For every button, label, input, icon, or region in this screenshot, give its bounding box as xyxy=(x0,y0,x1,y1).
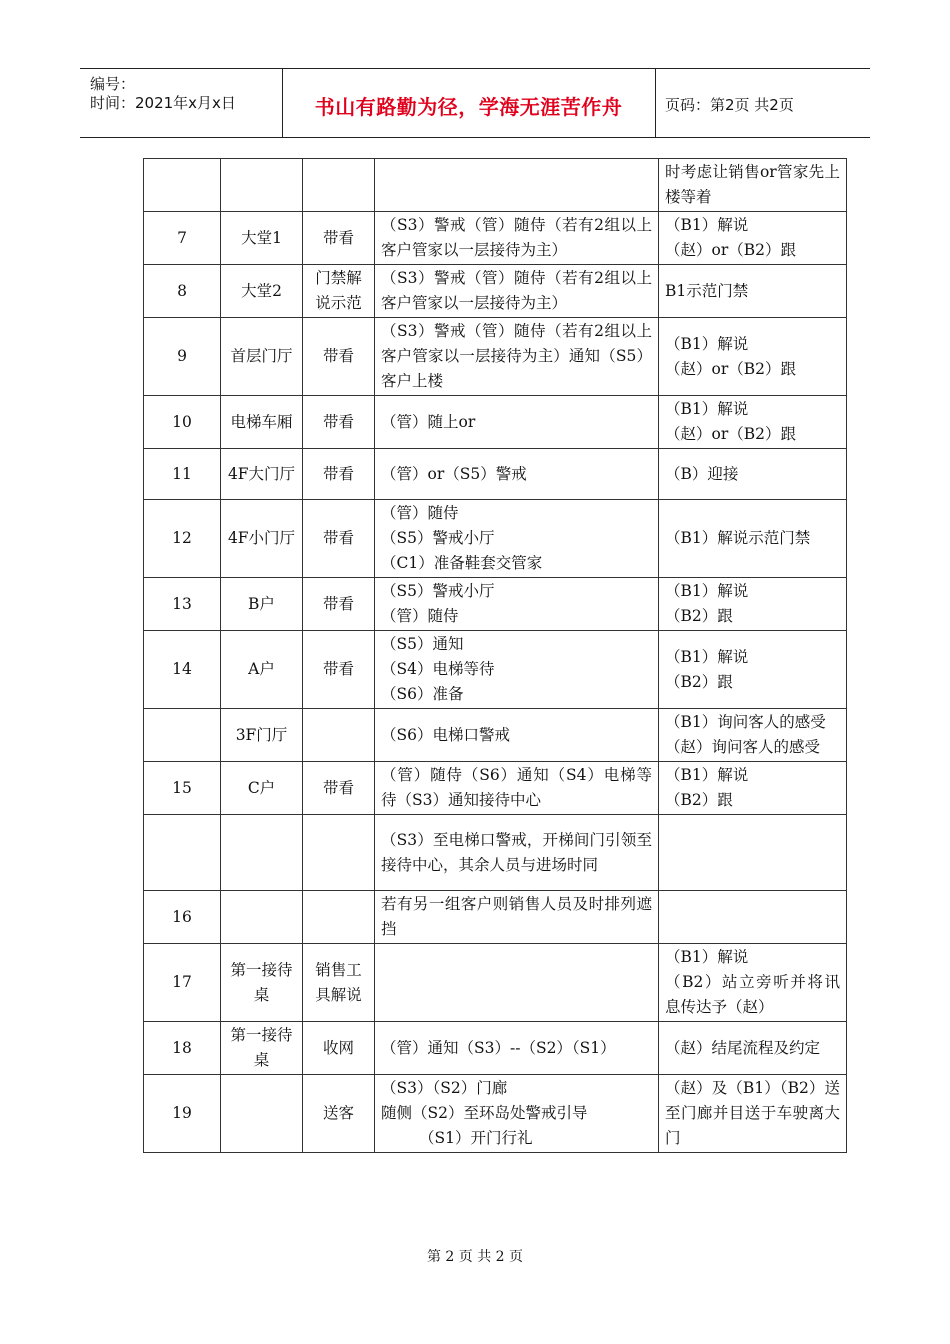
cell-text: （管）随侍 xyxy=(381,504,459,522)
cell-text: 15 xyxy=(172,778,192,797)
cell-text: 19 xyxy=(172,1104,192,1122)
cell-text: （赵）or（B2）跟 xyxy=(665,425,796,443)
cell-text: （S3）警戒（管）随侍（若有2组以上客户管家以一层接待为主）通知（S5）客户上楼 xyxy=(381,322,652,390)
cell-text: （S5）警戒小厅 xyxy=(381,582,495,600)
table-row xyxy=(144,318,847,396)
activity-cell xyxy=(303,944,375,1022)
step-number-cell xyxy=(144,1075,221,1153)
cell-text: 若有另一组客户则销售人员及时排列遮挡 xyxy=(381,895,652,938)
staff-action-cell xyxy=(375,944,659,1022)
header-motto-cell xyxy=(282,69,656,137)
cell-text: 17 xyxy=(172,973,192,991)
table-row xyxy=(144,212,847,265)
cell-text: （B1）解说 xyxy=(665,647,749,666)
cell-text: 8 xyxy=(177,281,187,300)
step-number-cell xyxy=(144,318,221,396)
staff-action-cell xyxy=(375,631,659,709)
table-row xyxy=(144,396,847,449)
step-number-cell xyxy=(144,212,221,265)
header-page-info: 页码：第2页 共2页 xyxy=(665,96,794,114)
staff-action-cell xyxy=(375,212,659,265)
cell-text: （B1）解说 xyxy=(665,334,749,353)
activity-cell xyxy=(303,891,375,944)
location-cell xyxy=(221,815,303,891)
step-number-cell xyxy=(144,396,221,449)
cell-text: （管）通知（S3）--（S2）（S1） xyxy=(381,1038,616,1057)
activity-cell xyxy=(303,815,375,891)
presenter-note-cell xyxy=(659,1022,847,1075)
cell-text: 带看 xyxy=(322,228,354,247)
step-number-cell xyxy=(144,709,221,762)
cell-text: C户 xyxy=(247,778,276,797)
cell-text: 带看 xyxy=(322,347,354,365)
cell-text: 大堂1 xyxy=(241,228,282,247)
cell-text: 9 xyxy=(177,347,187,365)
cell-text: （C1）准备鞋套交管家 xyxy=(381,554,543,572)
activity-cell xyxy=(303,1022,375,1075)
cell-text: （B2）站立旁听并将讯息传达予（赵） xyxy=(665,973,840,1016)
document-number-label: 编号： xyxy=(90,75,136,93)
cell-text: 带看 xyxy=(322,660,354,678)
table-row xyxy=(144,578,847,631)
staff-action-cell xyxy=(375,159,659,212)
location-cell xyxy=(221,578,303,631)
cell-text: 第一接待桌 xyxy=(230,960,293,1004)
cell-text: （B1）解说 xyxy=(665,216,749,234)
staff-action-cell xyxy=(375,500,659,578)
cell-text: （S3）至电梯口警戒，开梯间门引领至接待中心，其余人员与进场时同 xyxy=(381,830,652,874)
header-meta-cell xyxy=(80,69,283,137)
cell-text: 3F门厅 xyxy=(235,725,288,744)
location-cell xyxy=(221,1022,303,1075)
location-cell xyxy=(221,944,303,1022)
cell-text: （赵）结尾流程及约定 xyxy=(665,1038,821,1057)
staff-action-cell xyxy=(375,578,659,631)
staff-action-cell xyxy=(375,1022,659,1075)
cell-text: 大堂2 xyxy=(241,281,282,300)
cell-text: B1示范门禁 xyxy=(665,281,749,300)
cell-text: 电梯车厢 xyxy=(230,412,293,431)
table-row xyxy=(144,631,847,709)
step-number-cell xyxy=(144,159,221,212)
location-cell xyxy=(221,396,303,449)
cell-text: （B1）解说 xyxy=(665,948,749,966)
document-date: 时间：2021年x月x日 xyxy=(90,94,236,112)
cell-text: （赵）询问客人的感受 xyxy=(665,738,821,756)
presenter-note-cell xyxy=(659,500,847,578)
cell-text: （S6）准备 xyxy=(381,685,464,703)
cell-text: （管）随上or xyxy=(381,412,476,431)
table-row xyxy=(144,944,847,1022)
location-cell xyxy=(221,762,303,815)
activity-cell xyxy=(303,631,375,709)
location-cell xyxy=(221,1075,303,1153)
cell-text: 带看 xyxy=(322,778,354,797)
staff-action-cell xyxy=(375,762,659,815)
table-row xyxy=(144,1022,847,1075)
location-cell xyxy=(221,159,303,212)
cell-text: （B2）跟 xyxy=(665,607,733,625)
cell-text: 销售工具解说 xyxy=(315,960,362,1004)
cell-text: 带看 xyxy=(322,594,354,613)
step-number-cell xyxy=(144,891,221,944)
presenter-note-cell xyxy=(659,709,847,762)
staff-action-cell xyxy=(375,396,659,449)
location-cell xyxy=(221,265,303,318)
cell-text: 门禁解说示范 xyxy=(315,269,362,312)
presenter-note-cell xyxy=(659,159,847,212)
cell-text: 13 xyxy=(172,594,192,613)
presenter-note-cell xyxy=(659,212,847,265)
presenter-note-cell xyxy=(659,891,847,944)
staff-action-cell xyxy=(375,1075,659,1153)
activity-cell xyxy=(303,1075,375,1153)
table-row xyxy=(144,709,847,762)
staff-action-cell xyxy=(375,449,659,500)
cell-text: 时考虑让销售or管家先上楼等着 xyxy=(665,163,840,206)
step-number-cell xyxy=(144,1022,221,1075)
cell-text: （S1）开门行礼 xyxy=(419,1129,533,1147)
presenter-note-cell xyxy=(659,762,847,815)
step-number-cell xyxy=(144,815,221,891)
cell-text: 送客 xyxy=(322,1104,354,1122)
cell-text: （B1）询问客人的感受 xyxy=(665,713,826,731)
cell-text: （S5）警戒小厅 xyxy=(381,529,495,547)
cell-text: 16 xyxy=(172,907,192,926)
step-number-cell xyxy=(144,265,221,318)
cell-text: 4F小门厅 xyxy=(227,529,296,547)
cell-text: 第一接待桌 xyxy=(230,1026,293,1069)
table-row xyxy=(144,815,847,891)
activity-cell xyxy=(303,265,375,318)
step-number-cell xyxy=(144,762,221,815)
cell-text: 收网 xyxy=(322,1038,354,1057)
cell-text: 7 xyxy=(177,228,187,247)
activity-cell xyxy=(303,318,375,396)
step-number-cell xyxy=(144,500,221,578)
activity-cell xyxy=(303,159,375,212)
activity-cell xyxy=(303,500,375,578)
cell-text: 带看 xyxy=(322,464,354,483)
cell-text: 首层门厅 xyxy=(230,347,293,365)
activity-cell xyxy=(303,449,375,500)
step-number-cell xyxy=(144,449,221,500)
cell-text: （B1）解说示范门禁 xyxy=(665,529,811,547)
cell-text: 4F大门厅 xyxy=(227,464,296,483)
cell-text: （S3）警戒（管）随侍（若有2组以上客户管家以一层接待为主） xyxy=(381,269,652,312)
presenter-note-cell xyxy=(659,631,847,709)
location-cell xyxy=(221,631,303,709)
location-cell xyxy=(221,318,303,396)
table-row xyxy=(144,762,847,815)
presenter-note-cell xyxy=(659,1075,847,1153)
location-cell xyxy=(221,500,303,578)
presenter-note-cell xyxy=(659,265,847,318)
table-row xyxy=(144,159,847,212)
cell-text: （B2）跟 xyxy=(665,791,733,809)
presenter-note-cell xyxy=(659,815,847,891)
table-row xyxy=(144,891,847,944)
header-page-cell xyxy=(655,69,870,137)
cell-text: 随侧（S2）至环岛处警戒引导 xyxy=(381,1104,588,1122)
cell-text: （管）随侍（S6）通知（S4）电梯等待（S3）通知接待中心 xyxy=(381,766,652,809)
cell-text: （赵）or（B2）跟 xyxy=(665,359,796,378)
cell-text: 18 xyxy=(172,1038,192,1057)
cell-text: （B1）解说 xyxy=(665,400,749,418)
page-header xyxy=(80,68,870,138)
cell-text: （赵）及（B1）（B2）送至门廊并目送于车驶离大门 xyxy=(665,1079,840,1147)
staff-action-cell xyxy=(375,891,659,944)
activity-cell xyxy=(303,578,375,631)
table-row xyxy=(144,500,847,578)
page-footer: 第 2 页 共 2 页 xyxy=(426,1249,524,1265)
location-cell xyxy=(221,449,303,500)
step-number-cell xyxy=(144,578,221,631)
presenter-note-cell xyxy=(659,396,847,449)
procedure-table xyxy=(143,158,847,1153)
step-number-cell xyxy=(144,631,221,709)
step-number-cell xyxy=(144,944,221,1022)
cell-text: （B2）跟 xyxy=(665,672,733,691)
staff-action-cell xyxy=(375,709,659,762)
cell-text: 带看 xyxy=(322,529,354,547)
cell-text: （S6）电梯口警戒 xyxy=(381,725,510,744)
activity-cell xyxy=(303,709,375,762)
cell-text: 14 xyxy=(172,660,192,678)
cell-text: （赵）or（B2）跟 xyxy=(665,241,796,259)
cell-text: 11 xyxy=(172,464,192,483)
cell-text: 带看 xyxy=(322,412,354,431)
cell-text: （管）or（S5）警戒 xyxy=(381,464,527,483)
procedure-table-body xyxy=(144,159,847,1153)
cell-text: （B1）解说 xyxy=(665,582,749,600)
presenter-note-cell xyxy=(659,449,847,500)
cell-text: （B）迎接 xyxy=(665,464,739,483)
cell-text: （S4）电梯等待 xyxy=(381,660,495,678)
cell-text: （S5）通知 xyxy=(381,635,464,653)
cell-text: （管）随侍 xyxy=(381,607,459,625)
table-row xyxy=(144,1075,847,1153)
cell-text: 12 xyxy=(172,529,192,547)
cell-text: （S3）（S2）门廊 xyxy=(381,1079,508,1097)
cell-text: （B1）解说 xyxy=(665,766,749,784)
cell-text: A户 xyxy=(248,660,275,678)
activity-cell xyxy=(303,762,375,815)
location-cell xyxy=(221,891,303,944)
presenter-note-cell xyxy=(659,944,847,1022)
staff-action-cell xyxy=(375,265,659,318)
location-cell xyxy=(221,212,303,265)
cell-text: （S3）警戒（管）随侍（若有2组以上客户管家以一层接待为主） xyxy=(381,216,652,259)
staff-action-cell xyxy=(375,815,659,891)
location-cell xyxy=(221,709,303,762)
header-motto: 书山有路勤为径，学海无涯苦作舟 xyxy=(314,95,623,119)
activity-cell xyxy=(303,396,375,449)
activity-cell xyxy=(303,212,375,265)
table-row xyxy=(144,449,847,500)
presenter-note-cell xyxy=(659,318,847,396)
presenter-note-cell xyxy=(659,578,847,631)
staff-action-cell xyxy=(375,318,659,396)
table-row xyxy=(144,265,847,318)
cell-text: 10 xyxy=(172,412,192,431)
cell-text: B户 xyxy=(248,594,275,613)
